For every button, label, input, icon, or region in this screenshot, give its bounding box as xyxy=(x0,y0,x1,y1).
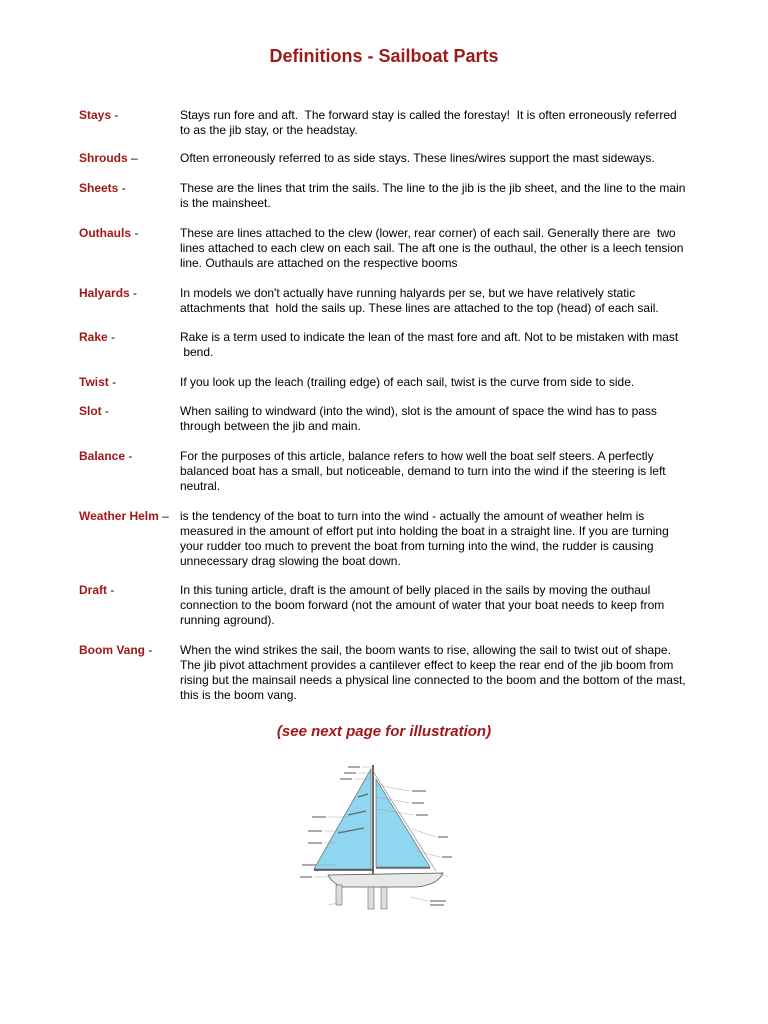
definition-item xyxy=(79,181,719,211)
definition-term xyxy=(79,449,180,494)
term-separator: - xyxy=(145,643,153,657)
term-label: Stays xyxy=(79,108,112,122)
definition-text xyxy=(180,226,719,271)
term-label: Weather Helm xyxy=(79,509,159,523)
term-label: Shrouds xyxy=(79,151,128,165)
definition-text xyxy=(180,643,719,703)
term-label: Draft xyxy=(79,583,108,597)
definition-line: is the mainsheet. xyxy=(180,196,271,210)
definition-term xyxy=(79,404,180,434)
sailboat-illustration xyxy=(298,757,458,917)
definition-line: to as the jib stay, or the headstay. xyxy=(180,123,358,137)
term-label: Slot xyxy=(79,404,102,418)
term-separator: - xyxy=(131,226,139,240)
definition-text xyxy=(180,181,719,211)
definition-line: In models we don't actually have running halyards per se, but we have relatively static xyxy=(180,286,636,300)
term-label: Outhauls xyxy=(79,226,132,240)
definition-term xyxy=(79,286,180,316)
term-label: Twist xyxy=(79,375,109,389)
definition-term xyxy=(79,375,180,390)
definition-term xyxy=(79,151,180,166)
definition-line: In this tuning article, draft is the amount of belly placed in the sails by moving the outhaul xyxy=(180,583,651,597)
definition-line: These are the lines that trim the sails. The line to the jib is the jib sheet, and the line to the main xyxy=(180,181,686,195)
definition-line: measured in the amount of effort put into holding the boat in a straight line. If you are turning xyxy=(180,524,669,538)
definition-line: The jib pivot attachment provides a cantilever effect to keep the rear end of the jib boom from xyxy=(180,658,674,672)
definition-line: this is the boom vang. xyxy=(180,688,297,702)
term-separator: - xyxy=(101,404,110,418)
page-title: Definitions - Sailboat Parts xyxy=(269,46,499,66)
term-separator: - xyxy=(107,583,115,597)
definition-item xyxy=(79,404,719,434)
definition-line: your rudder too much to prevent the boat from turning into the wind, the rudder is causing xyxy=(180,539,654,553)
term-separator: - xyxy=(129,286,138,300)
definition-line: connection to the boom forward (not the amount of water that your boat needs to keep from xyxy=(180,598,665,612)
definition-term xyxy=(79,108,180,138)
term-separator: - xyxy=(108,375,117,389)
definition-item xyxy=(79,449,719,494)
definition-line: through between the jib and main. xyxy=(180,419,361,433)
definition-item xyxy=(79,226,719,271)
definition-item xyxy=(79,151,719,166)
definition-line: These are lines attached to the clew (lower, rear corner) of each sail. Generally there are two xyxy=(180,226,676,240)
definition-line: lines attached to each clew on each sail. The aft one is the outhaul, the other is a leech tension xyxy=(180,241,684,255)
definition-line: unnecessary drag slowing the boat down. xyxy=(180,554,401,568)
term-separator: – xyxy=(158,509,169,523)
term-label: Rake xyxy=(79,330,108,344)
term-separator: - xyxy=(118,181,126,195)
definition-text xyxy=(180,509,719,569)
definition-line: is the tendency of the boat to turn into the wind - actually the amount of weather helm is xyxy=(180,509,645,523)
definition-term xyxy=(79,643,180,703)
definition-term xyxy=(79,181,180,211)
term-label: Boom Vang xyxy=(79,643,146,657)
definition-line: Stays run fore and aft. The forward stay is called the forestay! It is often erroneously referred xyxy=(180,108,677,122)
definition-term xyxy=(79,226,180,271)
definition-text xyxy=(180,375,719,390)
definition-line: When the wind strikes the sail, the boom wants to rise, allowing the sail to twist out of shape. xyxy=(180,643,671,657)
term-label: Balance xyxy=(79,449,126,463)
definition-text xyxy=(180,286,719,316)
definition-text xyxy=(180,108,719,138)
definition-item xyxy=(79,509,719,569)
term-label: Halyards xyxy=(79,286,130,300)
definition-line: line. Outhauls are attached on the respective booms xyxy=(180,256,458,270)
illustration-note: (see next page for illustration) xyxy=(276,723,492,740)
definition-item xyxy=(79,330,719,360)
definition-text xyxy=(180,151,719,166)
definition-line: When sailing to windward (into the wind), slot is the amount of space the wind has to pass xyxy=(180,404,657,418)
definition-line: attachments that hold the sails up. These lines are attached to the top (head) of each sail. xyxy=(180,301,659,315)
definition-line: running aground). xyxy=(180,613,275,627)
definition-line: bend. xyxy=(180,345,214,359)
definition-line: If you look up the leach (trailing edge) of each sail, twist is the curve from side to side. xyxy=(180,375,635,389)
definition-text xyxy=(180,404,719,434)
definition-item xyxy=(79,583,719,628)
term-separator: - xyxy=(111,108,119,122)
definition-text xyxy=(180,583,719,628)
term-label: Sheets xyxy=(79,181,119,195)
definition-line: neutral. xyxy=(180,479,221,493)
definition-line: balanced boat has a small, but noticeable, demand to turn into the wind if the steering is left xyxy=(180,464,666,478)
definition-item xyxy=(79,643,719,703)
definition-line: For the purposes of this article, balance refers to how well the boat self steers. A perfectly xyxy=(180,449,654,463)
definition-term xyxy=(79,330,180,360)
definition-line: Often erroneously referred to as side stays. These lines/wires support the mast sideways. xyxy=(180,151,655,165)
term-separator: - xyxy=(125,449,133,463)
definition-text xyxy=(180,449,719,494)
term-separator: - xyxy=(107,330,116,344)
definition-text xyxy=(180,330,719,360)
definition-term xyxy=(79,583,180,628)
definition-term xyxy=(79,509,180,569)
definition-line: Rake is a term used to indicate the lean of the mast fore and aft. Not to be mistaken with mast xyxy=(180,330,679,344)
term-separator: – xyxy=(127,151,138,165)
definition-item xyxy=(79,375,719,390)
definition-item xyxy=(79,286,719,316)
definition-line: rising but the mainsail needs a physical line connected to the boom and the bottom of the mast, xyxy=(180,673,686,687)
definition-item xyxy=(79,108,719,138)
